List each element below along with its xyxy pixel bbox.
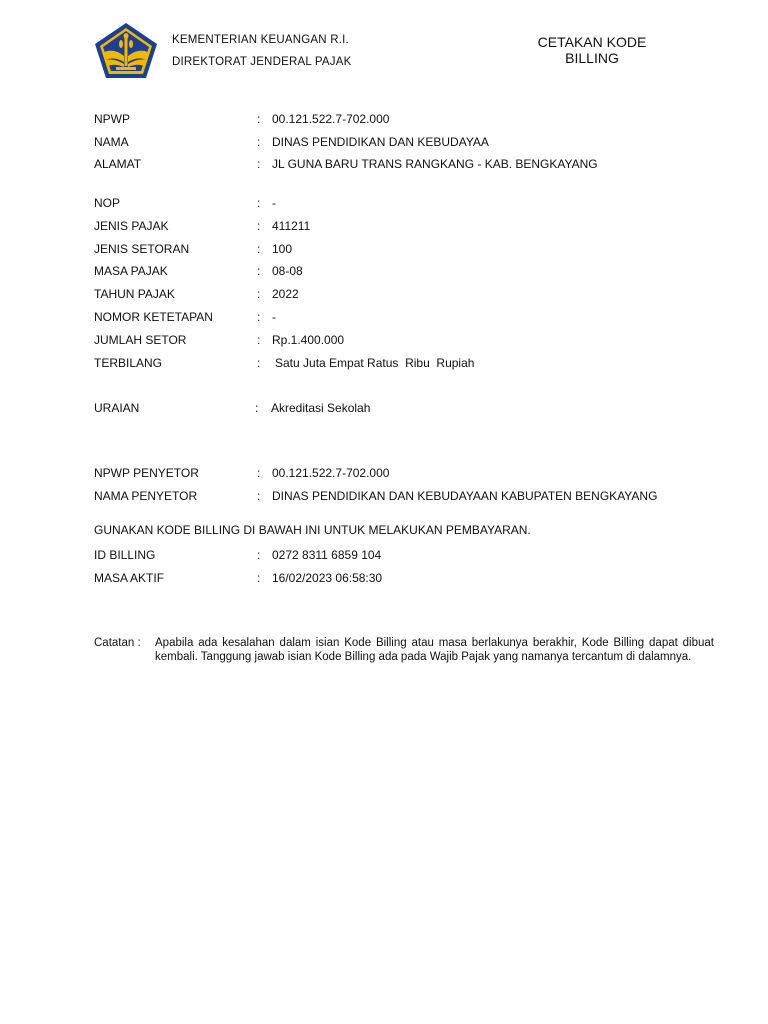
field-value: JL GUNA BARU TRANS RANGKANG - KAB. BENGKAYANG	[272, 157, 598, 171]
field-colon: :	[257, 242, 261, 256]
payment-notice: GUNAKAN KODE BILLING DI BAWAH INI UNTUK MELAKUKAN PEMBAYARAN.	[94, 523, 531, 537]
title-line-1: CETAKAN KODE	[537, 34, 647, 50]
field-label: TERBILANG	[94, 356, 163, 370]
field-value: 100	[272, 242, 293, 256]
field-label: MASA PAJAK	[94, 264, 168, 278]
field-value: 2022	[272, 287, 299, 301]
field-value: 0272 8311 6859 104	[272, 548, 382, 562]
field-colon: :	[257, 287, 261, 301]
field-label: JENIS SETORAN	[94, 242, 190, 256]
field-label: NAMA	[94, 135, 129, 149]
field-value: 16/02/2023 06:58:30	[272, 571, 383, 585]
field-label: TAHUN PAJAK	[94, 287, 175, 301]
field-label: NPWP PENYETOR	[94, 466, 199, 480]
field-value: Akreditasi Sekolah	[271, 401, 371, 415]
field-colon: :	[257, 310, 261, 324]
field-colon: :	[257, 219, 261, 233]
field-value: Satu Juta Empat Ratus Ribu Rupiah	[275, 356, 475, 370]
field-label: ALAMAT	[94, 157, 142, 171]
directorate-name: DIREKTORAT JENDERAL PAJAK	[172, 56, 352, 68]
field-colon: :	[257, 333, 261, 347]
field-colon: :	[257, 157, 261, 171]
field-colon: :	[257, 112, 261, 126]
field-colon: :	[257, 466, 261, 480]
field-label: NOMOR KETETAPAN	[94, 310, 213, 324]
field-colon: :	[257, 548, 261, 562]
field-value: -	[272, 196, 276, 210]
document-title	[520, 34, 664, 66]
field-label: ID BILLING	[94, 548, 156, 562]
field-value: 00.121.522.7-702.000	[272, 466, 390, 480]
note-text: Apabila ada kesalahan dalam isian Kode Billing atau masa berlakunya berakhir, Kode Billing dapat dibuat kembali. Tanggung jawab isian Kode Billing ada pada Wajib Pajak yang namanya tercantum di dalamnya.	[155, 637, 714, 663]
field-value: Rp.1.400.000	[272, 333, 345, 347]
field-value: 00.121.522.7-702.000	[272, 112, 390, 126]
field-label: JUMLAH SETOR	[94, 333, 187, 347]
field-value: 08-08	[272, 264, 303, 278]
field-value: DINAS PENDIDIKAN DAN KEBUDAYAA	[272, 135, 489, 149]
field-colon: :	[257, 356, 261, 370]
field-label: NOP	[94, 196, 121, 210]
field-label: NPWP	[94, 112, 130, 126]
field-label: MASA AKTIF	[94, 571, 165, 585]
field-value: 411211	[272, 219, 311, 233]
field-colon: :	[255, 401, 259, 415]
field-colon: :	[257, 489, 261, 503]
org-name: KEMENTERIAN KEUANGAN R.I.	[172, 34, 349, 46]
field-colon: :	[257, 135, 261, 149]
note-label: Catatan :	[94, 637, 141, 649]
title-line-2: BILLING	[565, 50, 619, 66]
field-colon: :	[257, 264, 261, 278]
field-label: URAIAN	[94, 401, 140, 415]
field-label: JENIS PAJAK	[94, 219, 169, 233]
field-label: NAMA PENYETOR	[94, 489, 198, 503]
kemenkeu-logo-icon	[94, 22, 158, 80]
field-value: -	[272, 310, 276, 324]
field-colon: :	[257, 196, 261, 210]
field-value: DINAS PENDIDIKAN DAN KEBUDAYAAN KABUPATEN BENGKAYANG	[272, 489, 658, 503]
field-colon: :	[257, 571, 261, 585]
